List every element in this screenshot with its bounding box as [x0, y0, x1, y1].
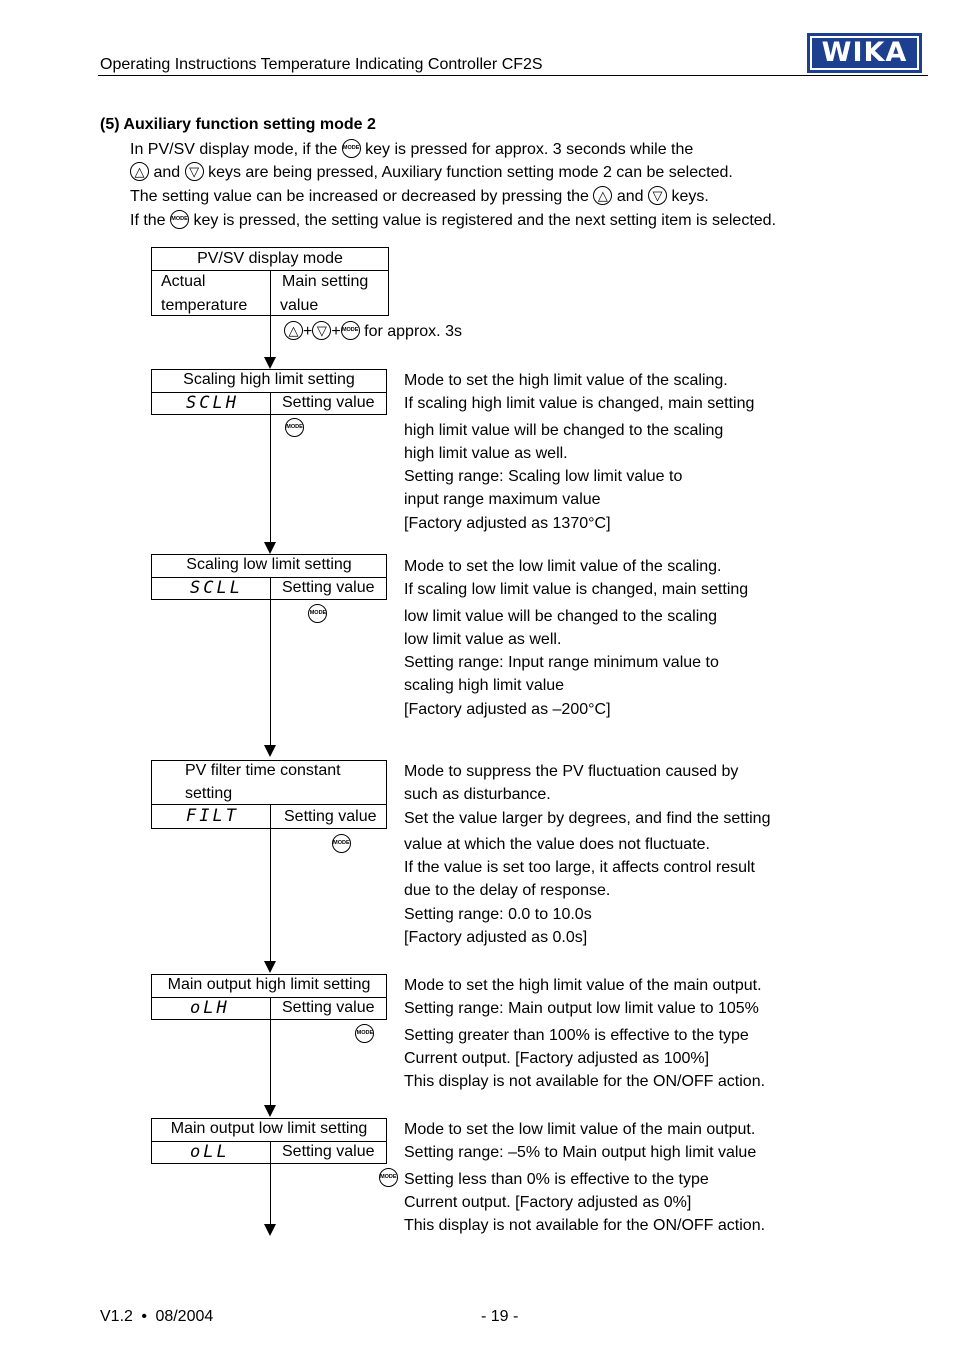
seg-display-code: oLL [190, 1142, 230, 1162]
flow-line [270, 316, 271, 358]
intro-text: keys. [671, 188, 709, 205]
down-key-icon [185, 162, 204, 181]
flow-line [270, 600, 271, 746]
step-box [151, 369, 387, 415]
down-key-icon [312, 321, 331, 340]
logo-text: WIKA [812, 38, 917, 68]
desc-line: [Factory adjusted as –200°C] [404, 700, 611, 718]
flow-arrow-icon [264, 961, 276, 973]
desc-line: Setting range: 0.0 to 10.0s [404, 905, 592, 923]
desc-line: Mode to set the low limit value of the main output. [404, 1121, 756, 1138]
flow-arrow-icon [264, 357, 276, 369]
step-title: Scaling low limit setting [186, 556, 352, 573]
step-title: Main output high limit setting [167, 976, 371, 993]
desc-line: Current output. [Factory adjusted as 0%] [404, 1193, 692, 1211]
intro-text: The setting value can be increased or decreased by pressing the [130, 188, 589, 205]
mode-key-icon [342, 139, 361, 158]
step-description [404, 369, 754, 535]
desc-line: Setting less than 0% is effective to the type [404, 1170, 709, 1188]
setting-value-label: Setting value [282, 579, 375, 596]
desc-line: input range maximum value [404, 491, 601, 509]
desc-line: If the value is set too large, it affects control result [404, 859, 755, 877]
intro-text: and [153, 164, 181, 181]
start-mode-box [151, 247, 389, 316]
step-title: Scaling high limit setting [183, 371, 355, 388]
intro-line-1 [130, 139, 693, 159]
step-title: PV filter time constant [185, 762, 341, 779]
intro-text: key is pressed for approx. 3 seconds while the [365, 141, 694, 158]
mode-key-icon [379, 1168, 398, 1187]
setting-value-label: Setting value [282, 394, 375, 411]
date-label: 08/2004 [155, 1308, 214, 1325]
desc-line: This display is not available for the ON/OFF action. [404, 1073, 766, 1091]
step-box [151, 974, 387, 1020]
desc-line: Setting range: Main output low limit value to 105% [404, 1000, 759, 1018]
desc-line: high limit value will be changed to the scaling [404, 421, 724, 439]
separator-dot: • [141, 1308, 147, 1325]
flow-line [270, 829, 271, 962]
mode-key-icon [355, 1024, 374, 1043]
intro-text: In PV/SV display mode, if the [130, 141, 338, 158]
mode-key-icon [170, 210, 189, 229]
flow-line [270, 1164, 271, 1225]
desc-line: Mode to set the high limit value of the scaling. [404, 372, 728, 389]
version-label: V1.2 [100, 1308, 133, 1325]
mode-key-icon [308, 604, 327, 623]
step-description [404, 760, 770, 949]
desc-line: high limit value as well. [404, 444, 568, 462]
desc-line: Mode to suppress the PV fluctuation caused by [404, 763, 739, 780]
desc-line: value at which the value does not fluctuate. [404, 835, 710, 853]
step-title: setting [185, 785, 233, 802]
header-rule [98, 75, 928, 76]
desc-line: [Factory adjusted as 0.0s] [404, 929, 588, 947]
intro-line-2 [130, 162, 733, 182]
intro-line-3 [130, 186, 709, 206]
desc-line: scaling high limit value [404, 677, 565, 695]
up-key-icon [593, 186, 612, 205]
desc-line: This display is not available for the ON/OFF action. [404, 1217, 766, 1235]
flow-arrow-icon [264, 1105, 276, 1117]
setting-value-label: Setting value [282, 1143, 375, 1160]
desc-line: Setting greater than 100% is effective to the type [404, 1026, 749, 1044]
flow-arrow-icon [264, 1224, 276, 1236]
seg-display-code: oLH [190, 998, 230, 1018]
desc-line: [Factory adjusted as 1370°C] [404, 514, 611, 532]
step-description [404, 1118, 765, 1237]
desc-line: Setting range: Input range minimum value to [404, 654, 719, 672]
desc-line: Setting range: Scaling low limit value to [404, 468, 683, 486]
flow-line [270, 415, 271, 543]
setting-value-label: Setting value [282, 999, 375, 1016]
desc-line: due to the delay of response. [404, 882, 611, 900]
flow-line [270, 1020, 271, 1106]
mode-key-icon [341, 321, 360, 340]
start-box-right-2: value [280, 297, 319, 314]
wika-logo [807, 33, 922, 73]
section-title: (5) Auxiliary function setting mode 2 [100, 116, 376, 133]
start-box-title: PV/SV display mode [197, 250, 343, 267]
step-box [151, 554, 387, 600]
intro-text: key is pressed, the setting value is registered and the next setting item is selected. [193, 212, 777, 229]
start-box-right-1: Main setting [282, 273, 369, 290]
desc-line: Setting range: –5% to Main output high limit value [404, 1144, 757, 1162]
desc-line: If scaling high limit value is changed, main setting [404, 395, 755, 413]
down-key-icon [648, 186, 667, 205]
key-combo: △+▽ +MODE for approx. 3s [284, 321, 462, 341]
start-box-left-1: Actual [161, 273, 206, 290]
document-title: Operating Instructions Temperature Indicating Controller CF2S [100, 56, 543, 73]
intro-text: and [616, 188, 644, 205]
flow-arrow-icon [264, 745, 276, 757]
desc-line: such as disturbance. [404, 786, 551, 804]
up-key-icon [130, 162, 149, 181]
step-title: Main output low limit setting [170, 1120, 368, 1137]
seg-display-code: SCLL [190, 578, 243, 598]
step-box [151, 1118, 387, 1164]
setting-value-label: Setting value [284, 808, 377, 825]
desc-line: Set the value larger by degrees, and find the setting [404, 809, 771, 827]
combo-label: for approx. 3s [364, 323, 462, 340]
desc-line: Mode to set the low limit value of the scaling. [404, 558, 722, 575]
intro-text: keys are being pressed, Auxiliary function setting mode 2 can be selected. [208, 164, 733, 181]
mode-key-icon [332, 834, 351, 853]
desc-line: Current output. [Factory adjusted as 100%] [404, 1049, 710, 1067]
desc-line: If scaling low limit value is changed, main setting [404, 581, 749, 599]
intro-line-4 [130, 210, 776, 230]
seg-display-code: FILT [186, 806, 239, 826]
up-key-icon [284, 321, 303, 340]
seg-display-code: SCLH [186, 393, 239, 413]
flow-arrow-icon [264, 542, 276, 554]
desc-line: low limit value as well. [404, 630, 562, 648]
start-box-left-2: temperature [161, 297, 248, 314]
footer-version [100, 1308, 213, 1326]
desc-line: low limit value will be changed to the scaling [404, 607, 718, 625]
desc-line: Mode to set the high limit value of the main output. [404, 977, 762, 994]
step-box [151, 760, 387, 829]
step-description [404, 555, 748, 721]
page-number: - 19 - [481, 1308, 519, 1325]
mode-key-icon [285, 418, 304, 437]
step-description [404, 974, 765, 1093]
intro-text: If the [130, 212, 166, 229]
